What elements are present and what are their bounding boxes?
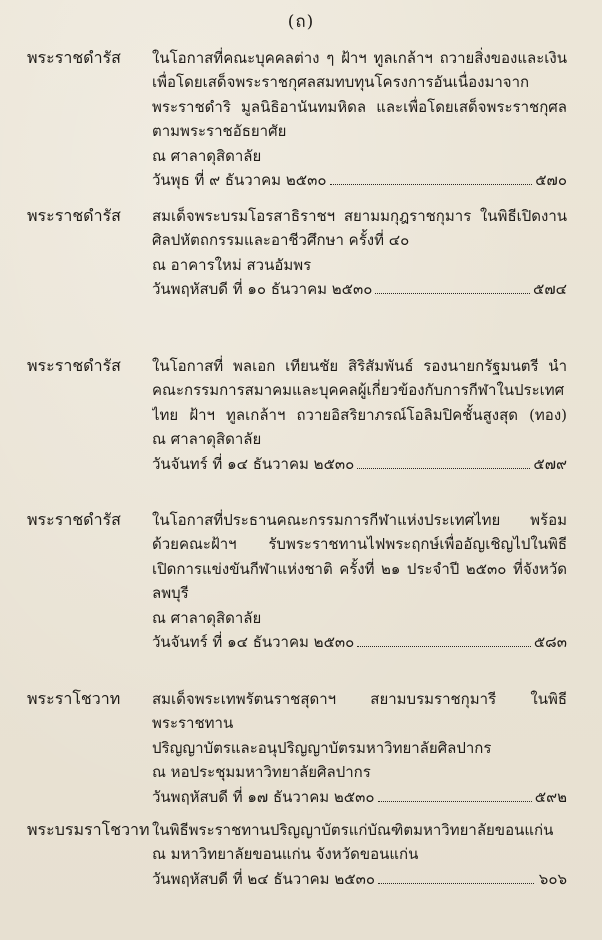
- entry-description: [152, 508, 567, 654]
- entry-date: วันจันทร์ ที่ ๑๔ ธันวาคม ๒๕๓๐: [152, 454, 355, 473]
- date-row: [152, 630, 567, 654]
- description-line: ศิลปหัตถกรรมและอาชีวศึกษา ครั้งที่ ๔๐: [152, 231, 410, 250]
- entry-description: [152, 204, 567, 302]
- dot-leader: [357, 646, 530, 647]
- description-line: ตามพระราชอัธยาศัย: [152, 122, 287, 141]
- entry-type-label: พระราชดำรัส: [27, 510, 121, 529]
- date-row: [152, 277, 567, 301]
- description-line: สมเด็จพระบรมโอรสาธิราชฯ สยามมกุฎราชกุมาร ในพิธีเปิดงาน: [152, 207, 567, 225]
- venue-line: ณ มหาวิทยาลัยขอนแก่น จังหวัดขอนแก่น: [152, 845, 419, 864]
- page-number: (ถ): [287, 12, 315, 32]
- dot-leader: [330, 184, 533, 185]
- entry-type-label: พระราชดำรัส: [27, 48, 121, 67]
- date-row: [152, 785, 567, 809]
- entry-date: วันพฤหัสบดี ที่ ๒๔ ธันวาคม ๒๕๓๐: [152, 869, 375, 888]
- venue-line: ณ หอประชุมมหาวิทยาลัยศิลปากร: [152, 763, 371, 782]
- page-reference: ๕๗๙: [533, 454, 567, 473]
- description-line: ลพบุรี: [152, 584, 189, 603]
- description-line: ไทย ฝ้าฯ ทูลเกล้าฯ ถวายอิสริยาภรณ์โอลิมปิคชั้นสูงสุด (ทอง): [152, 405, 567, 424]
- date-row: [152, 452, 567, 476]
- page-reference: ๕๙๒: [534, 787, 567, 806]
- page-reference: ๕๗๐: [535, 171, 567, 190]
- description-line: พระราชดำริ มูลนิธิอานันทมหิดล และเพื่อโดยเสด็จพระราชกุศล: [152, 97, 567, 116]
- description-line: ในโอกาสที่คณะบุคคลต่าง ๆ ฝ้าฯ ทูลเกล้าฯ ถวายสิ่งของและเงิน: [152, 49, 567, 67]
- entry-type-label: พระราโชวาท: [27, 689, 121, 708]
- venue-line: ณ อาคารใหม่ สวนอัมพร: [152, 255, 312, 274]
- venue-line: ณ ศาลาดุสิดาลัย: [152, 146, 262, 165]
- dot-leader: [378, 883, 534, 884]
- description-line: ในโอกาสที่ พลเอก เทียนชัย สิริสัมพันธ์ รองนายกรัฐมนตรี นำ: [152, 357, 567, 375]
- entry-description: [152, 46, 567, 192]
- page-reference: ๕๗๔: [533, 280, 567, 299]
- entry-description: [152, 354, 567, 476]
- entry-date: วันพฤหัสบดี ที่ ๑๐ ธันวาคม ๒๕๓๐: [152, 280, 373, 299]
- dot-leader: [357, 468, 530, 469]
- description-line: ในพิธีพระราชทานปริญญาบัตรแก่บัณฑิตมหาวิทยาลัยขอนแก่น: [152, 821, 554, 839]
- description-line: สมเด็จพระเทพรัตนราชสุดาฯ สยามบรมราชกุมารี ในพิธีพระราชทาน: [152, 690, 567, 733]
- entry-type-label: พระบรมราโชวาท: [27, 820, 150, 839]
- entry-date: วันพุธ ที่ ๙ ธันวาคม ๒๕๓๐: [152, 171, 327, 190]
- dot-leader: [378, 801, 532, 802]
- venue-line: ณ ศาลาดุสิดาลัย: [152, 430, 262, 449]
- description-line: คณะกรรมการสมาคมและบุคคลผู้เกี่ยวข้องกับการกีฬาในประเทศ: [152, 381, 565, 400]
- dot-leader: [375, 293, 530, 294]
- page-reference: ๕๘๓: [533, 633, 567, 652]
- description-line: ในโอกาสที่ประธานคณะกรรมการกีฬาแห่งประเทศไทย พร้อม: [152, 511, 567, 529]
- page-reference: ๖๐๖: [538, 869, 567, 888]
- entry-date: วันพฤหัสบดี ที่ ๑๗ ธันวาคม ๒๕๓๐: [152, 787, 375, 806]
- date-row: [152, 867, 567, 891]
- entry-type-label: พระราชดำรัส: [27, 206, 121, 225]
- entry-date: วันจันทร์ ที่ ๑๔ ธันวาคม ๒๕๓๐: [152, 633, 355, 652]
- date-row: [152, 168, 567, 192]
- description-line: เพื่อโดยเสด็จพระราชกุศลสมทบทุนโครงการอันเนื่องมาจาก: [152, 73, 530, 92]
- description-line: เปิดการแข่งขันกีฬาแห่งชาติ ครั้งที่ ๒๑ ประจำปี ๒๕๓๐ ที่จังหวัด: [152, 559, 567, 578]
- description-line: ด้วยคณะฝ้าฯ รับพระราชทานไฟพระฤกษ์เพื่ออัญเชิญไปในพิธี: [152, 535, 567, 554]
- entry-type-label: พระราชดำรัส: [27, 356, 121, 375]
- entry-description: [152, 687, 567, 809]
- description-line: ปริญญาบัตรและอนุปริญญาบัตรมหาวิทยาลัยศิลปากร: [152, 738, 492, 757]
- venue-line: ณ ศาลาดุสิดาลัย: [152, 608, 262, 627]
- entry-description: [152, 818, 567, 891]
